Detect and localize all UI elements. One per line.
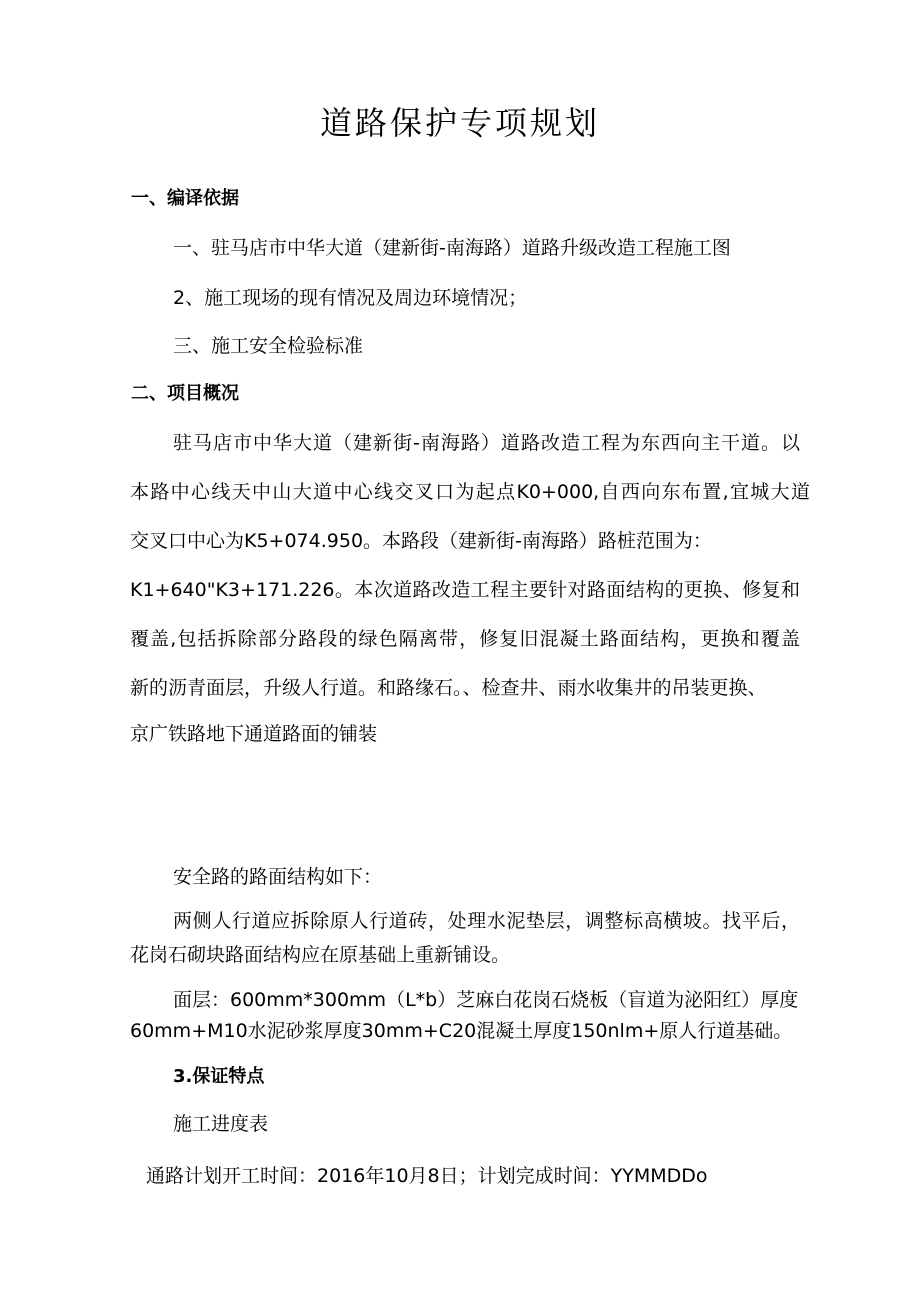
structure-line: 两侧人行道应拆除原人行道砖，处理水泥垫层，调整标高横坡。找平后，	[173, 910, 800, 932]
overview-line: 驻马店市中华大道（建新街-南海路）道路改造工程为东西向主干道。以	[173, 432, 800, 454]
surface-layer-line: 面层：600mm*300mm（L*b）芝麻白花岗石烧板（盲道为泌阳红）厚度	[173, 989, 799, 1011]
page-title: 道路保护专项规划	[319, 104, 600, 142]
section-1-item: 一、驻马店市中华大道（建新街-南海路）道路升级改造工程施工图	[173, 237, 731, 259]
surface-layer-line: 60mm+M10水泥砂浆厚度30mm+C20混凝土厚度150nlm+原人行道基础。	[130, 1020, 793, 1042]
overview-line: 京广铁路地下通道路面的铺装	[130, 723, 378, 745]
overview-line: 交叉口中心为K5+074.950。本路段（建新街-南海路）路桩范围为：	[130, 530, 712, 552]
schedule-subheading: 施工进度表	[173, 1113, 269, 1135]
schedule-line: 通路计划开工时间：2016年10月8日；计划完成时间：YYMMDDo	[146, 1165, 708, 1187]
structure-line: 花岗石砌块路面结构应在原基础上重新铺设。	[130, 944, 511, 966]
section-3-heading: 3.保证特点	[173, 1066, 265, 1087]
section-1-item: 2、施工现场的现有情况及周边环境情况；	[173, 287, 528, 309]
structure-intro: 安全路的路面结构如下：	[173, 866, 383, 888]
section-2-heading: 二、项目概况	[131, 383, 239, 404]
overview-line: 覆盖,包括拆除部分路段的绿色隔离带，修复旧混凝土路面结构，更换和覆盖	[130, 628, 800, 650]
overview-line: 本路中心线天中山大道中心线交叉口为起点K0+000,自西向东布置,宜城大道	[130, 481, 810, 503]
section-1-item: 三、施工安全检验标准	[173, 335, 364, 357]
overview-line: K1+640"K3+171.226。本次道路改造工程主要针对路面结构的更换、修复和	[130, 579, 800, 601]
section-1-heading: 一、编译依据	[131, 188, 239, 209]
overview-line: 新的沥青面层，升级人行道。和路缘石。、检查井、雨水收集井的吊装更换、	[130, 677, 767, 699]
